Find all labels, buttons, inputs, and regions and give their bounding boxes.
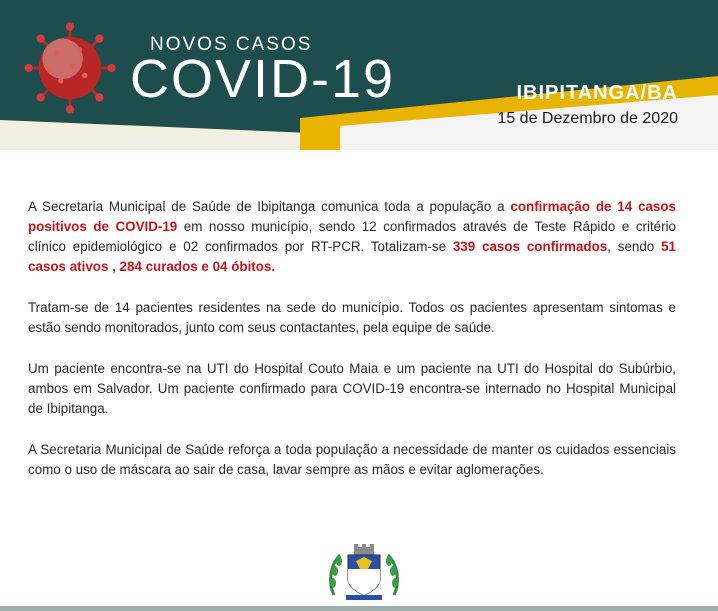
header-subtitle: NOVOS CASOS <box>150 34 313 55</box>
announcement-body <box>28 197 676 501</box>
paragraph-4: A Secretaria Municipal de Saúde reforça a toda população a necessidade de manter os cuidados essenciais como o uso de máscara ao sair de casa, lavar sempre as mãos e evitar aglomerações. <box>28 442 676 477</box>
header-title: COVID-19 <box>130 49 396 109</box>
footer-line <box>0 606 718 611</box>
city-label: IBIPITANGA/BA <box>516 82 678 104</box>
p1-text-c: em nosso município, sendo 12 confirmados através de Teste Rápido e critério clínico epidemiológico e 02 confirmados por RT-PCR. Totalizam-se <box>28 219 677 254</box>
header-banner <box>0 0 718 150</box>
p1-text-e: , sendo <box>607 239 662 254</box>
p1-highlight-total: 339 casos confirmados <box>452 239 608 254</box>
p1-text-a: A Secretaria Municipal de Saúde de Ibipitanga comunica toda a população a <box>28 199 511 214</box>
paragraph-3: Um paciente encontra-se na UTI do Hospital Couto Maia e um paciente na UTI do Hospital do Subúrbio, ambos em Salvador. Um paciente confirmado para COVID-19 encontra-se internado no Hospital Municipal de Ibipitanga. <box>28 361 676 416</box>
paragraph-2: Tratam-se de 14 pacientes residentes na sede do município. Todos os pacientes apresentam sintomas e estão sendo monitorados, junto com seus contactantes, pela equipe de saúde. <box>28 300 676 335</box>
coronavirus-icon <box>24 22 116 114</box>
date-label: 15 de Dezembro de 2020 <box>497 110 678 127</box>
p1-highlight-confirmations: confirmação de 14 casos positivos de COVID-19 <box>28 199 676 234</box>
paragraph-1 <box>28 197 676 277</box>
p1-highlight-status: 51 casos ativos , 284 curados e 04 óbitos. <box>28 239 676 274</box>
municipal-crest-icon <box>326 543 402 603</box>
